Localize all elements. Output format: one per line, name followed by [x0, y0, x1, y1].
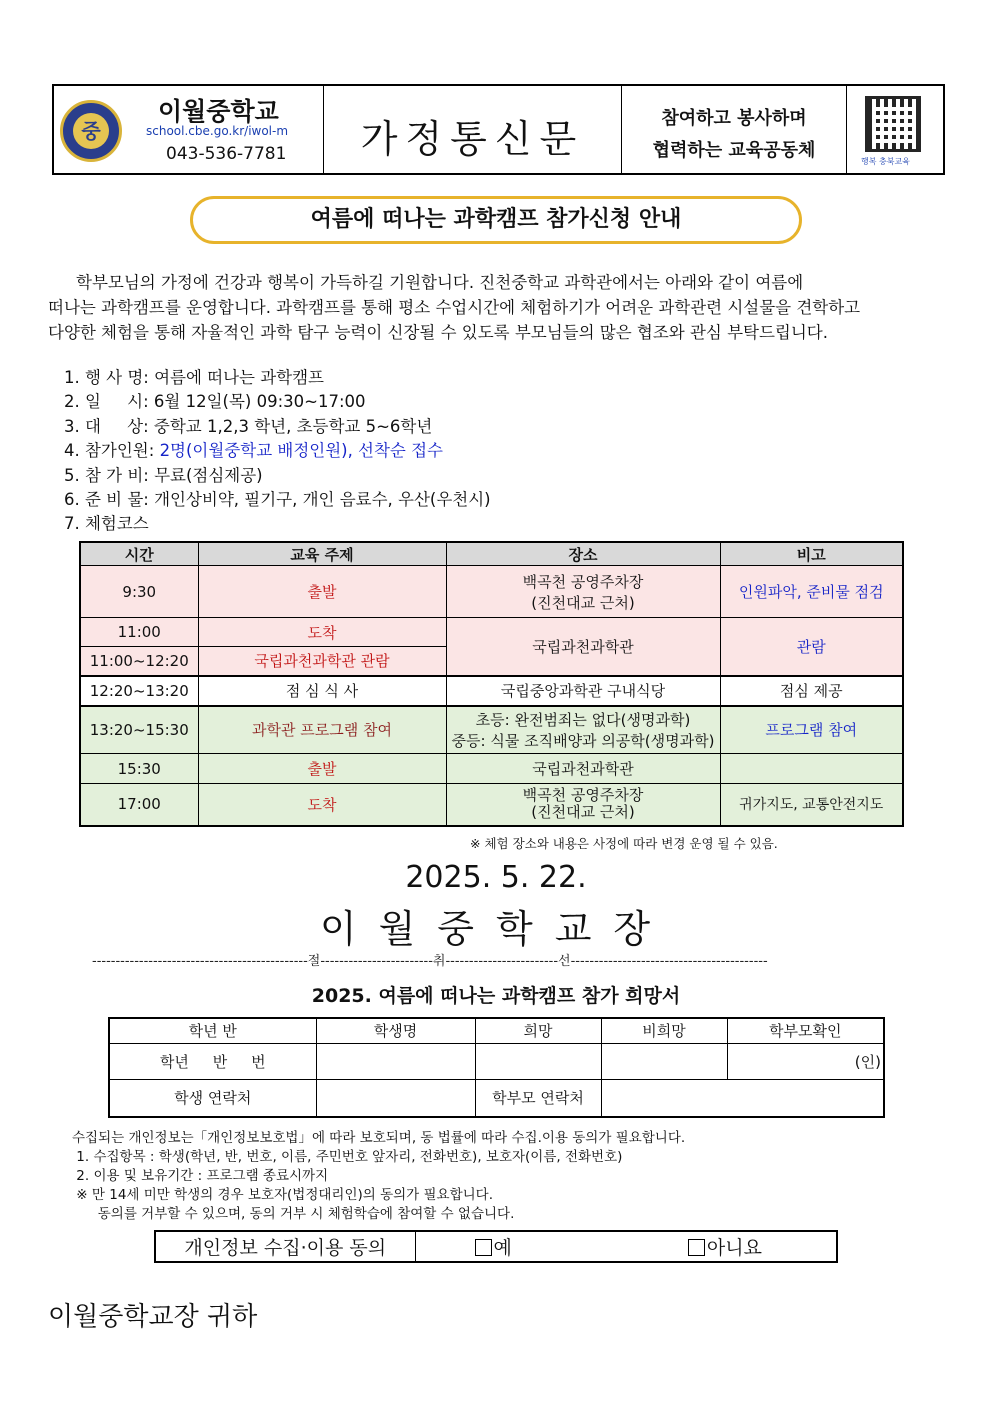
table-row: 11:00 도착 국립과천과학관 관람: [80, 618, 903, 647]
student-name-field[interactable]: [316, 1043, 475, 1079]
parent-confirm-field[interactable]: (인): [727, 1043, 884, 1079]
school-tel: 043-536-7781: [166, 144, 287, 164]
table-row: 9:30 출발 백곡천 공영주차장 (진천대교 근처) 인원파악, 준비물 점검: [80, 566, 903, 618]
table-row: 17:00 도착 백곡천 공영주차장 (진천대교 근처) 귀가지도, 교통안전지도: [80, 784, 903, 826]
detail-item: 6. 준 비 물: 개인상비약, 필기구, 개인 음료수, 우산(우천시): [64, 490, 491, 510]
school-name: 이월중학교: [158, 97, 279, 126]
slogan-line2: 협력하는 교육공동체: [652, 140, 816, 161]
qr-cell: [847, 86, 943, 173]
consent-table: 개인정보 수집·이용 동의 예 아니요: [154, 1230, 838, 1263]
event-details: [64, 366, 491, 537]
detail-item: 5. 참 가 비: 무료(점심제공): [64, 465, 263, 485]
intro-line: 다양한 체험을 통해 자율적인 과학 탐구 능력이 신장될 수 있도록 부모님들의 많은 협조와 관심 부탁드립니다.: [48, 323, 828, 342]
intro-line: 학부모님의 가정에 건강과 행복이 가득하길 기원합니다. 진천중학교 과학관에서는 아래와 같이 여름에: [76, 273, 804, 292]
schedule-table: 시간 교육 주제 장소 비고 9:30 출발 백곡천 공영주차장 (진천대교 근처) 인원파악, 준비물 점검 11:00 도착 국립과천과학관 관람 11:00~12:20 국립과천과학관 관람 12:20~13:20 점 심 식 사 국립중앙과학관 구내식당 점심 제공 13:20~15:30 과학관 프로그램 참여 초등: 완전범죄는 없다(생명과학) 중등: 식물 조직배양과 의공학(생명과학) 프로그램 참여 15:30 출발 국립과천과학관 17:00 도착 백곡천 공영주차장 (진천대교 근처) 귀가지도, 교통안전지도: [79, 541, 904, 827]
slogan-cell: [622, 86, 847, 173]
hope-field[interactable]: [475, 1043, 601, 1079]
consent-label: 개인정보 수집·이용 동의: [155, 1231, 415, 1262]
letter-header: [52, 84, 945, 175]
detail-item: 7. 체험코스: [64, 514, 149, 534]
qr-caption: 행복 충북교육: [861, 157, 910, 166]
table-row: 13:20~15:30 과학관 프로그램 참여 초등: 완전범죄는 없다(생명과학) 중등: 식물 조직배양과 의공학(생명과학) 프로그램 참여: [80, 706, 903, 754]
no-hope-field[interactable]: [601, 1043, 727, 1079]
table-row: 15:30 출발 국립과천과학관: [80, 754, 903, 784]
slogan-line1: 참여하고 봉사하며: [661, 108, 807, 129]
privacy-notice: 수집되는 개인정보는「개인정보보호법」에 따라 보호되며, 동 법률에 따라 수집.이용 동의가 필요합니다. 1. 수집항목 : 학생(학년, 반, 번호, 이름, 주민번호 앞자리, 전화번호), 보호자(이름, 전화번호) 2. 이용 및 보유기간 : 프로그램 종료시까지 ※ 만 14세 미만 학생의 경우 보호자(법정대리인)의 동의가 필요합니다. 동의를 거부할 수 있으며, 동의 거부 시 체험학습에 참여할 수 없습니다.: [72, 1130, 686, 1222]
consent-no-checkbox[interactable]: [688, 1239, 705, 1256]
recipient-line: 이월중학교장 귀하: [48, 1302, 258, 1332]
doc-type: 가정통신문: [360, 117, 585, 161]
principal-name: 이월중학교장: [319, 907, 673, 951]
detail-item: 4. 참가인원: 2명(이월중학교 배정인원), 선착순 접수: [64, 441, 443, 461]
cut-line: ----------------------------------------------절------------------------취------------------------선------------------------------------------: [92, 954, 768, 969]
issue-date: 2025. 5. 22.: [405, 860, 587, 895]
table-row: 11:00~12:20 국립과천과학관 관람: [80, 647, 903, 676]
detail-item: 2. 일 시: 6월 12일(목) 09:30~17:00: [64, 392, 366, 412]
grade-class-label: 학년 반 번: [109, 1043, 316, 1079]
consent-yes-checkbox[interactable]: [475, 1239, 492, 1256]
table-row: 12:20~13:20 점 심 식 사 국립중앙과학관 구내식당 점심 제공: [80, 676, 903, 706]
form-title: 2025. 여름에 떠나는 과학캠프 참가 희망서: [311, 985, 681, 1007]
change-note: ※ 체험 장소와 내용은 사정에 따라 변경 운영 될 수 있음.: [470, 836, 778, 851]
doc-type-cell: [324, 86, 622, 173]
intro-paragraph: [48, 270, 946, 345]
student-contact-field[interactable]: [316, 1079, 475, 1117]
detail-item: 1. 행 사 명: 여름에 떠나는 과학캠프: [64, 368, 324, 387]
notice-title: 여름에 떠나는 과학캠프 참가신청 안내: [190, 196, 802, 244]
detail-item: 3. 대 상: 중학교 1,2,3 학년, 초등학교 5~6학년: [64, 416, 433, 436]
school-info: [54, 86, 324, 173]
application-form: 학년 반 학생명 희망 비희망 학부모확인 학년 반 번 (인) 학생 연락처 학부모 연락처: [108, 1017, 885, 1118]
qr-code-icon[interactable]: [865, 96, 921, 152]
school-url[interactable]: school.cbe.go.kr/iwol-m: [146, 124, 289, 138]
school-logo: 중: [60, 100, 122, 162]
intro-line: 떠나는 과학캠프를 운영합니다. 과학캠프를 통해 평소 수업시간에 체험하기가 어려운 과학관련 시설물을 견학하고: [48, 298, 861, 317]
parent-contact-field[interactable]: [601, 1079, 884, 1117]
